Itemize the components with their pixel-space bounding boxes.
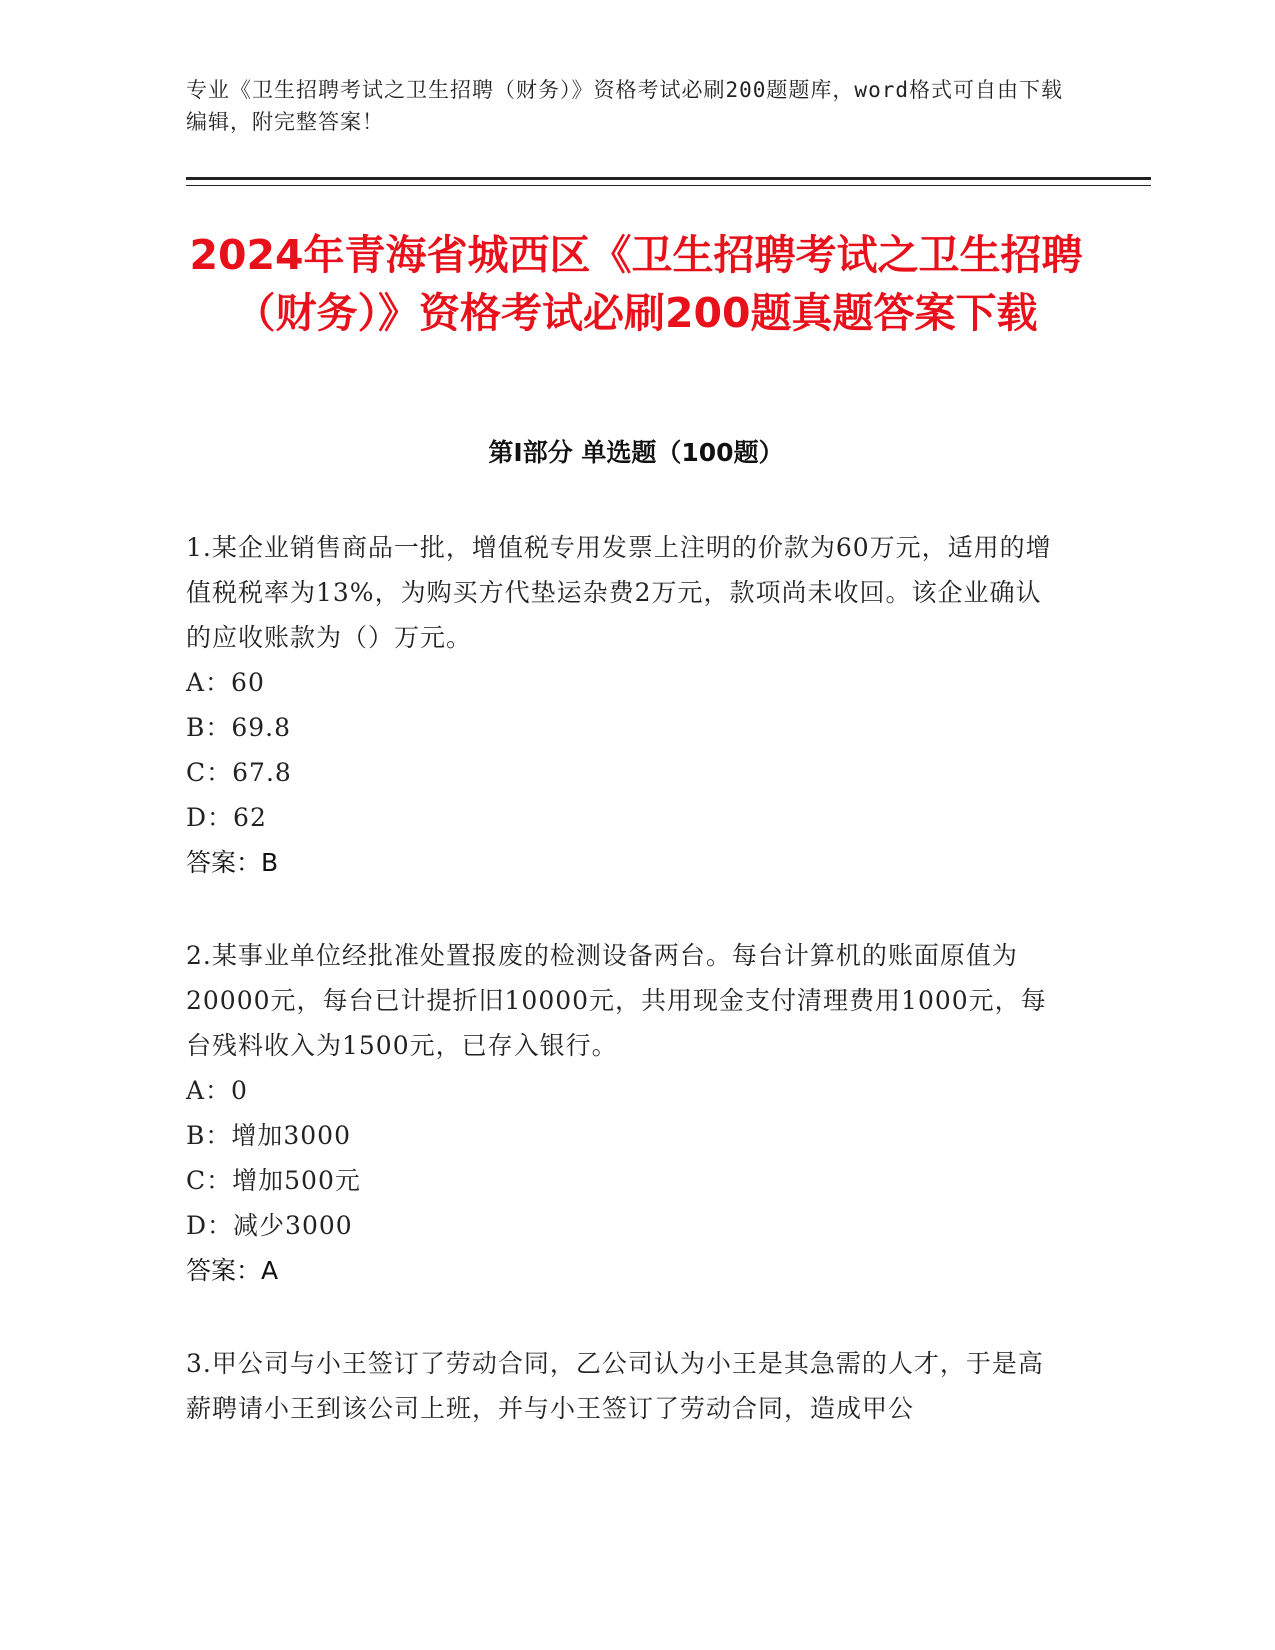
question-stem: 2.某事业单位经批准处置报废的检测设备两台。每台计算机的账面原值为20000元，每台已计提折旧10000元，共用现金支付清理费用1000元，每台残料收入为1500元，已存入银行。 <box>186 941 1047 1060</box>
document-title: 2024年青海省城西区《卫生招聘考试之卫生招聘（财务）》资格考试必刷200题真题答案下载 <box>189 231 1083 337</box>
header-note: 专业《卫生招聘考试之卫生招聘（财务）》资格考试必刷200题题库，word格式可自由下载编辑，附完整答案！ <box>186 78 1063 134</box>
option-b: B：增加3000 <box>186 1121 351 1150</box>
answer-label: 答案：A <box>186 1256 279 1285</box>
option-d: D：减少3000 <box>186 1211 353 1240</box>
option-c: C：增加500元 <box>186 1166 361 1195</box>
question-2 <box>186 933 1066 1293</box>
option-b: B：69.8 <box>186 713 292 742</box>
option-c: C：67.8 <box>186 758 292 787</box>
section-title: 第I部分 单选题（100题） <box>488 438 784 467</box>
question-stem: 1.某企业销售商品一批，增值税专用发票上注明的价款为60万元，适用的增值税税率为13%，为购买方代垫运杂费2万元，款项尚未收回。该企业确认的应收账款为（）万元。 <box>186 533 1052 652</box>
header-rule-thin <box>186 185 1151 186</box>
question-1 <box>186 525 1066 885</box>
option-d: D：62 <box>186 803 267 832</box>
question-3 <box>186 1341 1066 1431</box>
question-stem: 3.甲公司与小王签订了劳动合同，乙公司认为小王是其急需的人才，于是高薪聘请小王到该公司上班，并与小王签订了劳动合同，造成甲公 <box>186 1349 1044 1423</box>
header-rule-thick <box>186 177 1151 180</box>
answer-label: 答案：B <box>186 848 279 877</box>
option-a: A：0 <box>186 1076 248 1105</box>
option-a: A：60 <box>186 668 265 697</box>
